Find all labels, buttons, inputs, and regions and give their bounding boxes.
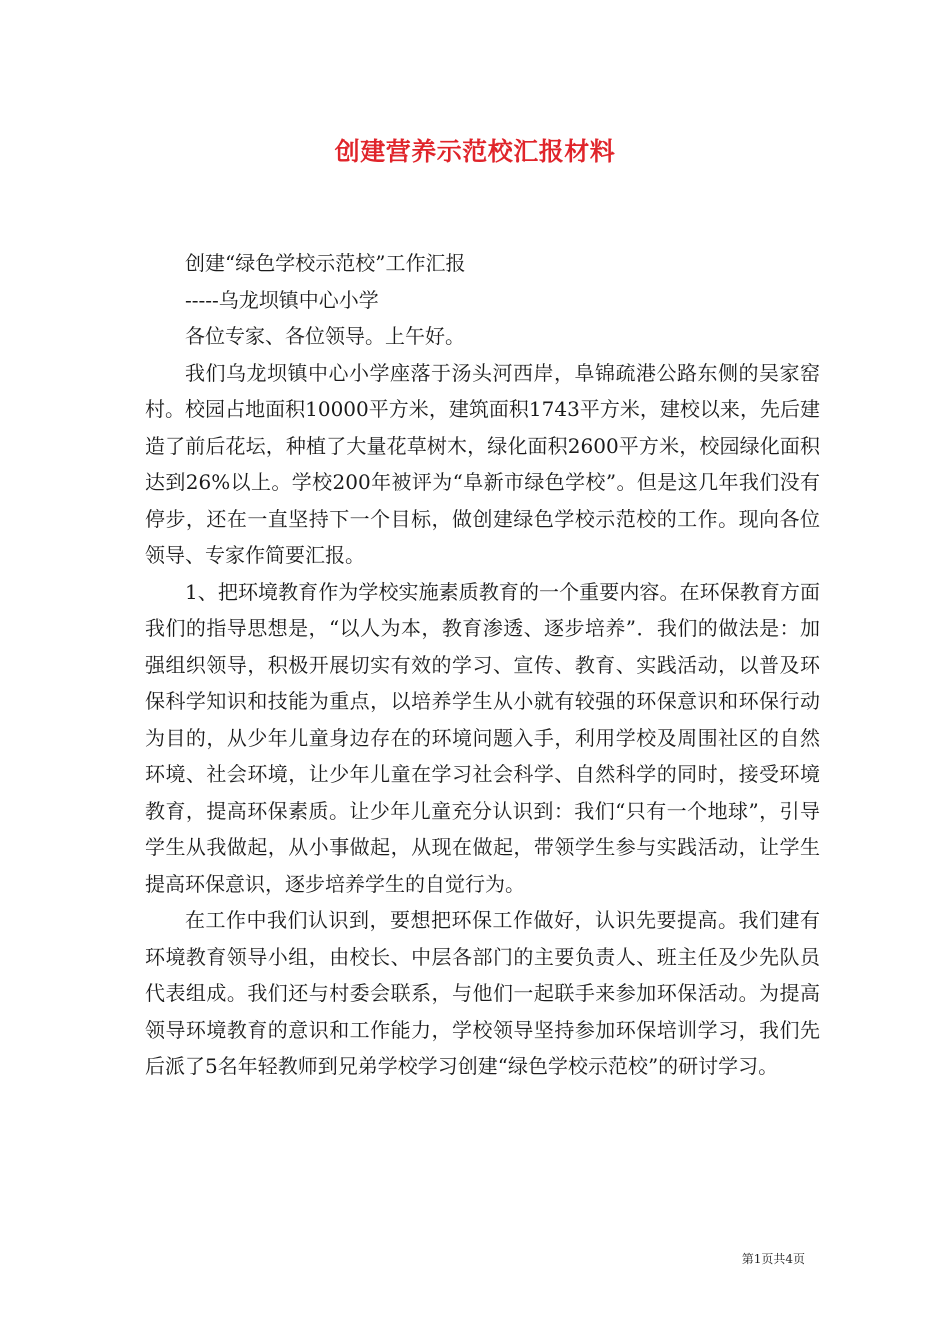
- paragraph-section-2: 在工作中我们认识到，要想把环保工作做好，认识先要提高。我们建有环境教育领导小组，由校长、中层各部门的主要负责人、班主任及少先队员代表组成。我们还与村委会联系，与他们一起联手来参加环保活动。为提高领导环境教育的意识和工作能力，学校领导坚持参加环保培训学习，我们先后派了5名年轻教师到兄弟学校学习创建“绿色学校示范校”的研讨学习。: [145, 908, 820, 1078]
- paragraph-author: -----乌龙坝镇中心小学: [185, 287, 379, 312]
- document-title: 创建营养示范校汇报材料: [334, 137, 616, 166]
- paragraph-greeting: 各位专家、各位领导。上午好。: [185, 324, 465, 348]
- paragraph-intro: 我们乌龙坝镇中心小学座落于汤头河西岸，阜锦疏港公路东侧的吴家窑村。校园占地面积10000平方米，建筑面积1743平方米，建校以来，先后建造了前后花坛，种植了大量花草树木，绿化面积2600平方米，校园绿化面积达到26%以上。学校200年被评为“阜新市绿色学校”。但是这几年我们没有停步，还在一直坚持下一个目标，做创建绿色学校示范校的工作。现向各位领导、专家作简要汇报。: [145, 360, 820, 567]
- document-body: [145, 245, 820, 1085]
- page-number: 第1页共4页: [741, 1252, 805, 1266]
- paragraph-heading: 创建“绿色学校示范校”工作汇报: [185, 251, 466, 275]
- paragraph-section-1: 1、把环境教育作为学校实施素质教育的一个重要内容。在环保教育方面我们的指导思想是，“以人为本，教育渗透、逐步培养”．我们的做法是：加强组织领导，积极开展切实有效的学习、宣传、教育、实践活动，以普及环保科学知识和技能为重点，以培养学生从小就有较强的环保意识和环保行动为目的，从少年儿童身边存在的环境问题入手，利用学校及周围社区的自然环境、社会环境，让少年儿童在学习社会科学、自然科学的同时，接受环境教育，提高环保素质。让少年儿童充分认识到：我们“只有一个地球”，引导学生从我做起，从小事做起，从现在做起，带领学生参与实践活动，让学生提高环保意识，逐步培养学生的自觉行为。: [145, 579, 820, 896]
